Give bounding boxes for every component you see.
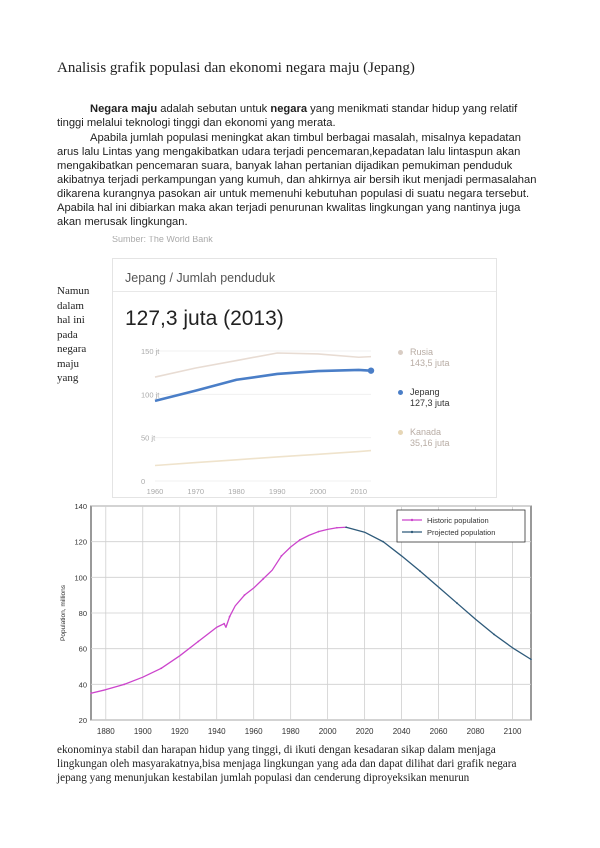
legend-kanada-dot xyxy=(398,430,403,435)
chart2-ytick-label: 140 xyxy=(74,502,87,511)
legend-rusia-name: Rusia xyxy=(410,347,434,357)
chart2-xtick-label: 1940 xyxy=(207,727,226,736)
chart2-legend-label: Projected population xyxy=(427,528,496,537)
chart2-legend-marker xyxy=(411,531,413,533)
chart-japan-population-projection xyxy=(55,500,535,740)
chart1-xtick-label: 1970 xyxy=(187,487,205,496)
chart1-latest-point xyxy=(368,367,374,373)
chart2-legend-label: Historic population xyxy=(427,516,489,525)
chart2-historic-point xyxy=(281,555,283,557)
chart2-historic-point xyxy=(197,641,199,643)
chart2-historic-point xyxy=(229,616,231,618)
chart2-projected-point xyxy=(382,541,384,543)
chart1-xtick-label: 1990 xyxy=(268,487,286,496)
chart2-ytick-label: 80 xyxy=(78,609,87,618)
term-negara-maju: Negara maju xyxy=(90,103,158,115)
chart1-series-kanada xyxy=(155,451,371,466)
chart2-legend-marker xyxy=(411,519,413,521)
chart1-title: Jepang / Jumlah penduduk xyxy=(125,271,276,285)
chart2-historic-point xyxy=(336,527,338,529)
chart1-series-jepang xyxy=(155,370,371,401)
legend-jepang-value: 127,3 juta xyxy=(410,398,450,408)
legend-kanada xyxy=(398,427,450,449)
legend-kanada-name: Kanada xyxy=(410,427,442,437)
legend-jepang-dot xyxy=(398,390,403,395)
chart2-xtick-label: 2100 xyxy=(503,727,522,736)
chart1-ytick-label: 100 jt xyxy=(141,390,160,400)
chart1-plot xyxy=(113,259,498,499)
legend-jepang xyxy=(398,387,450,409)
chart2-xtick-label: 2020 xyxy=(355,727,374,736)
chart2-historic-point xyxy=(160,667,162,669)
chart2-historic-point xyxy=(317,531,319,533)
chart1-xtick-label: 2010 xyxy=(350,487,368,496)
chart2-historic-point xyxy=(123,683,125,685)
chart1-source-snippet: Sumber: The World Bank xyxy=(112,236,213,244)
chart2-projected-point xyxy=(530,658,532,660)
legend-rusia-value: 143,5 juta xyxy=(410,358,450,368)
para1-text1: adalah sebutan untuk xyxy=(157,103,271,115)
chart2-historic-point xyxy=(262,578,264,580)
chart2-projected-point xyxy=(456,602,458,604)
chart1-series-rusia xyxy=(155,353,371,377)
chart2-xtick-label: 2040 xyxy=(392,727,411,736)
chart2-ytick-label: 60 xyxy=(78,644,87,654)
chart1-ytick-label: 50 jt xyxy=(141,433,156,443)
chart2-xtick-label: 2080 xyxy=(466,727,485,736)
term-negara: negara xyxy=(270,103,308,115)
chart1-xtick-label: 2000 xyxy=(309,487,327,496)
chart1-ytick-label: 0 xyxy=(141,477,146,486)
chart2-historic-point xyxy=(90,692,92,694)
legend-rusia-dot xyxy=(398,350,403,355)
chart2-historic-point xyxy=(223,623,225,625)
legend-rusia xyxy=(398,347,450,369)
chart2-projected-point xyxy=(493,634,495,636)
chart2-ylabel: Population, millions xyxy=(60,584,67,642)
chart2-xtick-label: 2060 xyxy=(429,727,448,736)
para1-text2: yang menikmati standar hidup yang relatif tinggi melalui teknologi tinggi dan ekonomi yang merata. xyxy=(57,103,518,129)
chart2-xtick-label: 1900 xyxy=(133,727,152,736)
chart2-xtick-label: 1920 xyxy=(170,727,189,736)
chart2-plot xyxy=(55,500,535,740)
chart2-legend-box xyxy=(397,510,525,542)
chart1-headline: 127,3 juta (2013) xyxy=(125,307,284,330)
chart2-xtick-label: 1880 xyxy=(96,727,115,736)
chart1-xtick-label: 1960 xyxy=(146,487,164,496)
chart2-xtick-label: 2000 xyxy=(318,727,337,736)
chart2-ytick-label: 100 xyxy=(74,573,87,583)
chart2-ytick-label: 40 xyxy=(78,680,87,690)
legend-kanada-value: 35,16 juta xyxy=(410,438,450,448)
chart2-ytick-label: 20 xyxy=(78,716,87,725)
chart2-historic-point xyxy=(299,539,301,541)
chart2-xtick-label: 1960 xyxy=(244,727,263,736)
paragraph-conclusion: ekonominya stabil dan harapan hidup yang tinggi, di ikuti dengan kesadaran sikap dalam menjaga lingkungan oleh masyarakatnya,bisa menjaga lingkungan yang ada dan dapat dilihat dari grafik negara jepang yang menunjukan kestabilan jumlah populasi dan cenderung diproyeksikan menurun xyxy=(57,744,517,784)
chart2-projected-point xyxy=(345,526,347,528)
paragraph-definition xyxy=(57,102,537,130)
chart2-ytick-label: 120 xyxy=(74,537,87,547)
chart2-historic-point xyxy=(244,594,246,596)
document-title: Analisis grafik populasi dan ekonomi negara maju (Jepang) xyxy=(57,60,415,76)
legend-jepang-name: Jepang xyxy=(410,387,440,397)
paragraph-population-problems: Apabila jumlah populasi meningkat akan timbul berbagai masalah, misalnya kepadatan arus lalu Lintas yang mengakibatkan udara terjadi pencemaran,kepadatan lalu lintaspun akan mengakibatkan pencemaran suara, banyak lahan pertanian dijadikan pemukiman penduduk akibatnya terjadi perkampungan yang kumuh, dan ahkirnya air bersih ikut menjadi permasalahan dikarena kurangnya pasokan air untuk memenuhi kebutuhan populasi di suatu negara tersebut. Apabila hal ini dibiarkan maka akan terjadi penurunan kwalitas lingkungan yang nantinya juga akan merusak lingkungan. xyxy=(57,132,537,228)
chart2-projected-point xyxy=(419,570,421,572)
chart1-xtick-label: 1980 xyxy=(228,487,245,496)
side-text: Namun dalam hal ini pada negara maju yang xyxy=(57,285,90,384)
chart1-ytick-label: 150 jt xyxy=(141,347,160,356)
chart-japan-population-panel xyxy=(112,258,497,498)
chart2-xtick-label: 1980 xyxy=(281,727,300,736)
